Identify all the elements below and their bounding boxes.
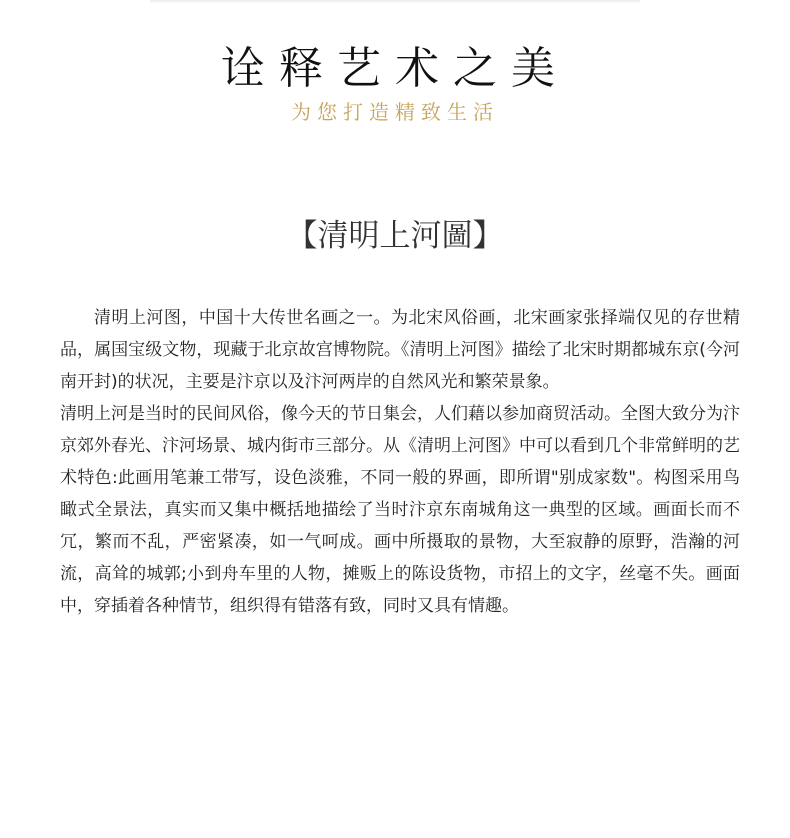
article-body [60, 302, 740, 622]
page-title: 诠释艺术之美 [221, 43, 569, 94]
page-subtitle: 为您打造精致生活 [291, 100, 499, 124]
top-divider-shadow [150, 0, 640, 4]
section-heading: 【清明上河圖】 [286, 218, 504, 254]
article-paragraph-intro: 清明上河图，中国十大传世名画之一。为北宋风俗画，北宋画家张择端仅见的存世精品，属国宝级文物，现藏于北京故宫博物院。《清明上河图》描绘了北宋时期都城东京(今河南开封)的状况，主要是汴京以及汴河两岸的自然风光和繁荣景象。 [60, 308, 740, 392]
article-paragraph-detail: 清明上河是当时的民间风俗，像今天的节日集会，人们藉以参加商贸活动。全图大致分为汴京郊外春光、汴河场景、城内街市三部分。从《清明上河图》中可以看到几个非常鲜明的艺术特色:此画用笔兼工带写，设色淡雅，不同一般的界画，即所谓"别成家数"。构图采用鸟瞰式全景法，真实而又集中概括地描绘了当时汴京东南城角这一典型的区域。画面长而不冗，繁而不乱，严密紧凑，如一气呵成。画中所摄取的景物，大至寂静的原野，浩瀚的河流，高耸的城郭;小到舟车里的人物，摊贩上的陈设货物，市招上的文字，丝毫不失。画面中，穿插着各种情节，组织得有错落有致，同时又具有情趣。 [60, 404, 740, 616]
